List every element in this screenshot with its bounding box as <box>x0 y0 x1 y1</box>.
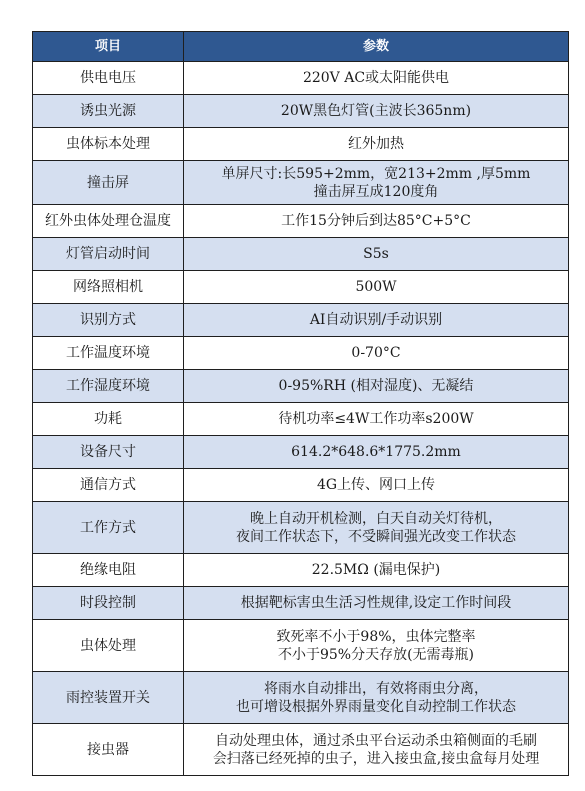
table-row <box>33 554 569 587</box>
table-row <box>33 469 569 502</box>
table-row <box>33 238 569 271</box>
row-item-label: 时段控制 <box>33 587 184 620</box>
row-parameter-value: 0-70°C <box>184 337 569 370</box>
table-row <box>33 205 569 238</box>
row-parameter-value: 0-95%RH (相对湿度)、无凝结 <box>184 370 569 403</box>
table-row <box>33 62 569 95</box>
row-item-label: 雨控装置开关 <box>33 672 184 724</box>
row-parameter-value: 晚上自动开机检测，白天自动关灯待机， 夜间工作状态下，不受瞬间强光改变工作状态 <box>184 502 569 554</box>
row-item-label: 工作方式 <box>33 502 184 554</box>
table-row <box>33 161 569 205</box>
row-parameter-value: 自动处理虫体，通过杀虫平台运动杀虫箱侧面的毛刷 会扫落已经死掉的虫子，进入接虫盒,接虫盒每月处理 <box>184 724 569 776</box>
table-row <box>33 436 569 469</box>
row-item-label: 虫体处理 <box>33 620 184 672</box>
table-row <box>33 95 569 128</box>
row-parameter-value: 500W <box>184 271 569 304</box>
row-parameter-value: 待机功率≤4W工作功率s200W <box>184 403 569 436</box>
row-parameter-value: 致死率不小于98%，虫体完整率 不小于95%分天存放(无需毒瓶) <box>184 620 569 672</box>
table-row <box>33 620 569 672</box>
row-parameter-value: 220V AC或太阳能供电 <box>184 62 569 95</box>
row-parameter-value: 4G上传、网口上传 <box>184 469 569 502</box>
table-row <box>33 724 569 776</box>
table-row <box>33 337 569 370</box>
spec-table <box>32 31 569 776</box>
row-item-label: 设备尺寸 <box>33 436 184 469</box>
table-header-row <box>33 32 569 62</box>
row-parameter-value: 红外加热 <box>184 128 569 161</box>
row-item-label: 接虫器 <box>33 724 184 776</box>
row-item-label: 识别方式 <box>33 304 184 337</box>
row-item-label: 绝缘电阻 <box>33 554 184 587</box>
row-parameter-value: 工作15分钟后到达85°C+5°C <box>184 205 569 238</box>
row-item-label: 虫体标本处理 <box>33 128 184 161</box>
table-row <box>33 370 569 403</box>
row-item-label: 诱虫光源 <box>33 95 184 128</box>
row-item-label: 网络照相机 <box>33 271 184 304</box>
table-row <box>33 403 569 436</box>
row-parameter-value: S5s <box>184 238 569 271</box>
row-parameter-value: 20W黑色灯管(主波长365nm) <box>184 95 569 128</box>
row-item-label: 通信方式 <box>33 469 184 502</box>
row-parameter-value: 单屏尺寸:长595+2mm，宽213+2mm ,厚5mm 撞击屏互成120度角 <box>184 161 569 205</box>
row-item-label: 工作湿度环境 <box>33 370 184 403</box>
row-item-label: 红外虫体处理仓温度 <box>33 205 184 238</box>
row-parameter-value: 22.5MΩ (漏电保护) <box>184 554 569 587</box>
row-item-label: 灯管启动时间 <box>33 238 184 271</box>
row-item-label: 撞击屏 <box>33 161 184 205</box>
row-item-label: 功耗 <box>33 403 184 436</box>
header-parameter: 参数 <box>184 32 569 62</box>
table-row <box>33 271 569 304</box>
row-parameter-value: 将雨水自动排出，有效将雨虫分离， 也可增设根据外界雨量变化自动控制工作状态 <box>184 672 569 724</box>
row-item-label: 供电电压 <box>33 62 184 95</box>
table-row <box>33 502 569 554</box>
row-parameter-value: 根据靶标害虫生活习性规律,设定工作时间段 <box>184 587 569 620</box>
header-item: 项目 <box>33 32 184 62</box>
row-item-label: 工作温度环境 <box>33 337 184 370</box>
table-row <box>33 304 569 337</box>
row-parameter-value: 614.2*648.6*1775.2mm <box>184 436 569 469</box>
table-row <box>33 587 569 620</box>
row-parameter-value: AI自动识别/手动识别 <box>184 304 569 337</box>
table-row <box>33 128 569 161</box>
table-row <box>33 672 569 724</box>
